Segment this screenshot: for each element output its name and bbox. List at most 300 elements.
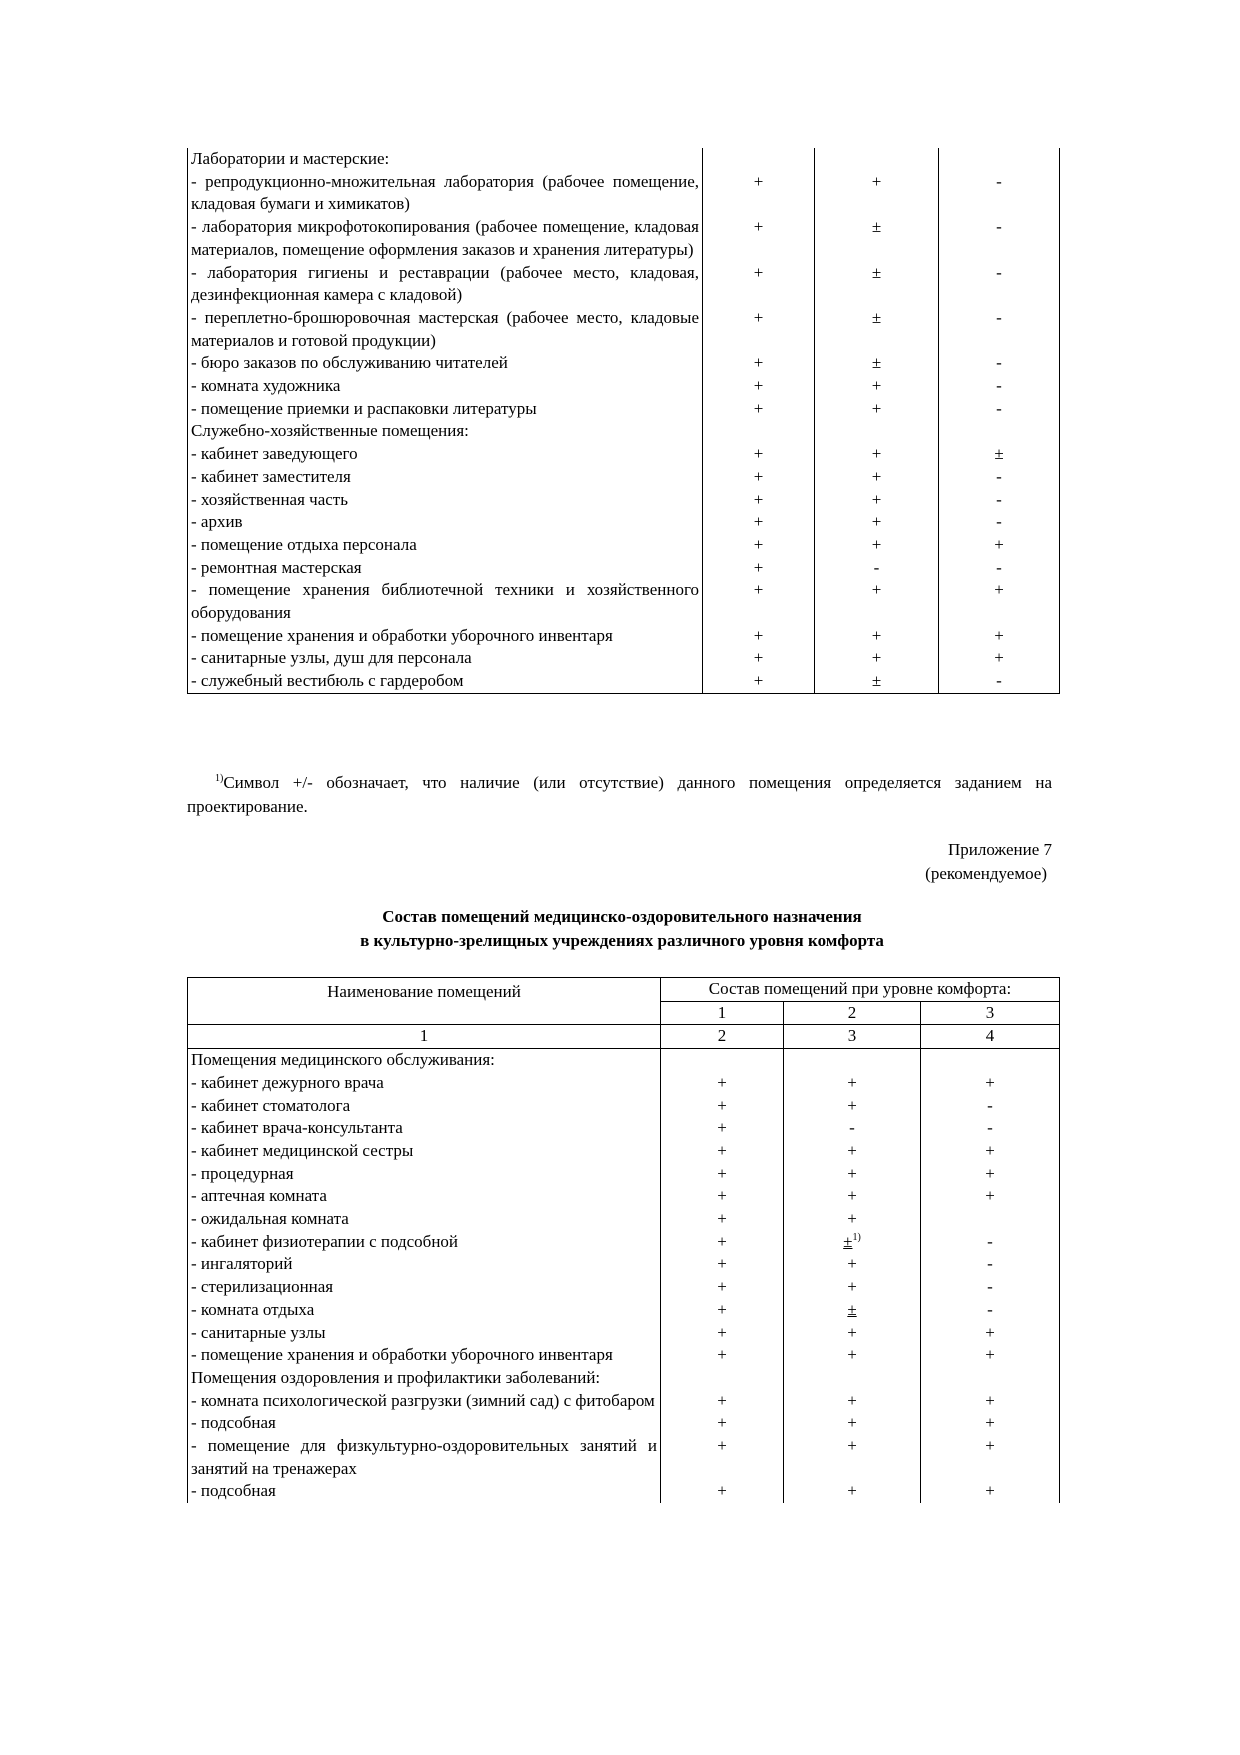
level-3-cell <box>939 647 1060 670</box>
level-2-value: + <box>871 625 882 645</box>
level-1-value: + <box>753 512 764 532</box>
level-2-cell <box>815 443 939 466</box>
table-row <box>188 625 1060 648</box>
level-2-cell <box>815 670 939 693</box>
level-1-value: + <box>717 1072 727 1092</box>
level-1-cell <box>703 148 815 171</box>
level-3-cell <box>921 1185 1060 1208</box>
level-2-cell <box>784 1435 921 1480</box>
column-number-cell: 1 <box>188 1025 661 1049</box>
level-3-cell <box>921 1480 1060 1503</box>
level-1-cell <box>661 1276 784 1299</box>
level-2-value: + <box>847 1277 857 1297</box>
level-1-cell <box>661 1480 784 1503</box>
level-1-value: + <box>753 557 764 577</box>
room-name-cell: - помещение для физкультурно-оздоровительных занятий и занятий на тренажерах <box>188 1435 661 1480</box>
room-name-cell: - хозяйственная часть <box>188 489 703 512</box>
level-3-value: - <box>987 1095 993 1115</box>
level-2-value: ± <box>871 262 882 282</box>
column-number-cell: 2 <box>661 1025 784 1049</box>
level-3-cell <box>939 579 1060 624</box>
room-name-cell: - переплетно-брошюровочная мастерская (рабочее место, кладовые материалов и готовой продукции) <box>188 307 703 352</box>
level-1-value: + <box>753 262 764 282</box>
level-1-cell <box>661 1322 784 1345</box>
room-name-cell: Служебно-хозяйственные помещения: <box>188 420 703 443</box>
level-2-value: + <box>847 1322 857 1342</box>
table-row <box>188 1480 1060 1503</box>
level-3-value: - <box>996 353 1002 373</box>
level-3-value: + <box>985 1413 995 1433</box>
level-1-value: + <box>753 398 764 418</box>
level-3-cell <box>921 1253 1060 1276</box>
room-name-cell: - кабинет заместителя <box>188 466 703 489</box>
level-1-value: + <box>717 1140 727 1160</box>
level-1-cell <box>661 1390 784 1413</box>
level-2-cell <box>815 171 939 216</box>
table-title-line-2: в культурно-зрелищных учреждениях различного уровня комфорта <box>360 931 884 950</box>
level-1-value: + <box>753 580 764 600</box>
level-2-value: ± <box>871 671 882 691</box>
table-row <box>188 443 1060 466</box>
level-2-value: + <box>871 580 882 600</box>
table-row <box>188 1185 1060 1208</box>
room-name-cell: - ремонтная мастерская <box>188 557 703 580</box>
level-1-cell <box>661 1231 784 1254</box>
level-1-cell <box>661 1163 784 1186</box>
column-number-cell: 4 <box>921 1025 1060 1049</box>
level-2-cell <box>815 511 939 534</box>
level-3-value: + <box>985 1140 995 1160</box>
level-3-cell <box>921 1367 1060 1390</box>
table-row <box>188 262 1060 307</box>
level-3-value: + <box>994 648 1004 668</box>
table-row <box>188 398 1060 421</box>
level-2-value: + <box>871 376 882 396</box>
room-name-cell: - процедурная <box>188 1163 661 1186</box>
level-cell: 1 <box>661 1001 784 1025</box>
level-2-cell <box>815 625 939 648</box>
level-2-cell <box>784 1276 921 1299</box>
level-1-cell <box>661 1140 784 1163</box>
level-2-cell <box>784 1095 921 1118</box>
level-2-cell <box>815 216 939 261</box>
level-2-cell <box>815 262 939 307</box>
level-2-cell <box>784 1253 921 1276</box>
table-row <box>188 1367 1060 1390</box>
level-1-cell <box>661 1095 784 1118</box>
room-name-cell: - помещение приемки и распаковки литературы <box>188 398 703 421</box>
level-1-value: + <box>717 1095 727 1115</box>
room-name-cell: - подсобная <box>188 1480 661 1503</box>
level-3-cell <box>939 148 1060 171</box>
level-2-value: + <box>871 489 882 509</box>
level-1-cell <box>703 579 815 624</box>
level-1-value: + <box>753 307 764 327</box>
level-3-value: + <box>994 580 1004 600</box>
room-name-cell: - репродукционно-множительная лаборатория (рабочее помещение, кладовая бумаги и химикатов) <box>188 171 703 216</box>
level-2-value: + <box>847 1413 857 1433</box>
level-3-cell <box>939 352 1060 375</box>
level-3-value: + <box>985 1322 995 1342</box>
table-title-line-1: Состав помещений медицинско-оздоровительного назначения <box>382 907 862 926</box>
table-row <box>188 1344 1060 1367</box>
level-3-value: - <box>996 489 1002 509</box>
level-3-value: - <box>996 466 1002 486</box>
level-3-cell <box>921 1390 1060 1413</box>
level-2-cell <box>784 1231 921 1254</box>
room-name-cell: Лаборатории и мастерские: <box>188 148 703 171</box>
level-3-value: - <box>996 557 1002 577</box>
level-3-cell <box>921 1208 1060 1231</box>
table-row <box>188 534 1060 557</box>
room-name-cell: - кабинет медицинской сестры <box>188 1140 661 1163</box>
room-name-cell: Помещения оздоровления и профилактики заболеваний: <box>188 1367 661 1390</box>
level-3-value: ± <box>994 444 1004 464</box>
table-row <box>188 307 1060 352</box>
room-name-cell: - комната психологической разгрузки (зимний сад) с фитобаром <box>188 1390 661 1413</box>
level-2-value: + <box>847 1390 857 1410</box>
table-row <box>188 1322 1060 1345</box>
level-1-cell <box>703 647 815 670</box>
footnote-text: Символ +/- обозначает, что наличие (или отсутствие) данного помещения определяется заданием на проектирование. <box>187 773 1052 816</box>
level-1-value: + <box>717 1299 727 1319</box>
table-row <box>188 670 1060 693</box>
table-row <box>188 1072 1060 1095</box>
table-row <box>188 1140 1060 1163</box>
level-3-cell <box>939 307 1060 352</box>
level-1-value: + <box>717 1163 727 1183</box>
column-number-cell: 3 <box>784 1025 921 1049</box>
room-name-cell: - кабинет заведующего <box>188 443 703 466</box>
level-1-value: + <box>717 1277 727 1297</box>
level-1-value: + <box>717 1186 727 1206</box>
level-1-value: + <box>753 534 764 554</box>
table-row <box>188 579 1060 624</box>
level-1-value: + <box>717 1209 727 1229</box>
level-3-value: - <box>996 671 1002 691</box>
level-1-cell <box>661 1299 784 1322</box>
level-2-cell <box>815 647 939 670</box>
level-2-cell <box>815 398 939 421</box>
level-2-value: ± <box>843 1231 853 1251</box>
table-row <box>188 1208 1060 1231</box>
footnote <box>187 771 1052 819</box>
level-3-cell <box>921 1095 1060 1118</box>
level-1-value: + <box>717 1345 727 1365</box>
level-3-cell <box>939 466 1060 489</box>
table-title <box>187 905 1057 953</box>
level-3-cell <box>939 625 1060 648</box>
level-3-cell <box>939 216 1060 261</box>
level-1-cell <box>703 216 815 261</box>
column-number-row <box>188 1025 1060 1049</box>
level-3-cell <box>939 534 1060 557</box>
table-row <box>188 1412 1060 1435</box>
level-3-cell <box>921 1276 1060 1299</box>
level-1-value: + <box>717 1481 727 1501</box>
level-2-cell <box>784 1390 921 1413</box>
level-2-value: + <box>871 171 882 191</box>
level-2-cell <box>815 534 939 557</box>
level-1-value: + <box>717 1436 727 1456</box>
room-name-cell: - помещение хранения и обработки уборочного инвентаря <box>188 1344 661 1367</box>
level-3-value: + <box>985 1390 995 1410</box>
level-3-value: - <box>987 1277 993 1297</box>
level-1-cell <box>661 1117 784 1140</box>
level-2-cell <box>784 1208 921 1231</box>
room-name-cell: - лаборатория гигиены и реставрации (рабочее место, кладовая, дезинфекционная камера с кладовой) <box>188 262 703 307</box>
level-3-value: - <box>996 262 1002 282</box>
level-3-value: + <box>985 1186 995 1206</box>
table-row <box>188 1276 1060 1299</box>
level-2-value: ± <box>871 353 882 373</box>
level-3-value: + <box>994 534 1004 554</box>
rooms-table-1 <box>187 148 1060 694</box>
level-2-value: + <box>847 1186 857 1206</box>
level-3-cell <box>921 1231 1060 1254</box>
room-name-cell: - подсобная <box>188 1412 661 1435</box>
level-1-value: + <box>717 1118 727 1138</box>
level-1-value: + <box>753 171 764 191</box>
level-3-cell <box>939 398 1060 421</box>
table-row <box>188 420 1060 443</box>
appendix-status: (рекомендуемое) <box>925 864 1047 883</box>
level-2-cell <box>815 579 939 624</box>
level-cell: 3 <box>921 1001 1060 1025</box>
table-row <box>188 1117 1060 1140</box>
level-3-cell <box>921 1072 1060 1095</box>
level-1-cell <box>703 375 815 398</box>
level-2-cell <box>784 1344 921 1367</box>
level-2-value: + <box>847 1481 857 1501</box>
appendix-number: Приложение 7 <box>948 840 1052 859</box>
level-3-value: + <box>985 1481 995 1501</box>
level-2-value: + <box>847 1436 857 1456</box>
room-name-cell: Помещения медицинского обслуживания: <box>188 1049 661 1072</box>
level-1-cell <box>703 489 815 512</box>
room-name-cell: - ингаляторий <box>188 1253 661 1276</box>
level-2-cell <box>784 1412 921 1435</box>
table-row <box>188 557 1060 580</box>
level-3-value: + <box>985 1072 995 1092</box>
room-name-cell: - кабинет физиотерапии с подсобной <box>188 1231 661 1254</box>
level-3-value: - <box>987 1231 993 1251</box>
medical-rooms-table-body <box>188 1049 1060 1504</box>
level-3-cell <box>921 1322 1060 1345</box>
level-3-cell <box>939 420 1060 443</box>
room-name-cell: - бюро заказов по обслуживанию читателей <box>188 352 703 375</box>
appendix-label <box>925 838 1052 886</box>
room-name-cell: - лаборатория микрофотокопирования (рабочее помещение, кладовая материалов, помещение оформления заказов и хранения литературы) <box>188 216 703 261</box>
level-1-cell <box>661 1253 784 1276</box>
level-3-cell <box>939 375 1060 398</box>
room-name-cell: - кабинет врача-консультанта <box>188 1117 661 1140</box>
level-1-cell <box>703 625 815 648</box>
level-3-cell <box>939 171 1060 216</box>
table-row <box>188 647 1060 670</box>
level-3-cell <box>921 1117 1060 1140</box>
level-2-cell <box>815 375 939 398</box>
level-3-cell <box>921 1163 1060 1186</box>
level-1-cell <box>703 171 815 216</box>
level-2-cell <box>784 1163 921 1186</box>
room-name-cell: - помещение отдыха персонала <box>188 534 703 557</box>
level-cell: 2 <box>784 1001 921 1025</box>
level-2-value: + <box>871 512 882 532</box>
header-row <box>188 978 1060 1002</box>
level-1-cell <box>703 466 815 489</box>
level-2-cell <box>815 420 939 443</box>
level-2-value: - <box>873 557 880 577</box>
level-2-value: + <box>871 466 882 486</box>
level-3-cell <box>939 262 1060 307</box>
level-2-value: + <box>871 648 882 668</box>
level-1-value: + <box>753 353 764 373</box>
header-group-cell: Состав помещений при уровне комфорта: <box>661 978 1060 1002</box>
level-3-value: - <box>987 1254 993 1274</box>
level-3-cell <box>939 489 1060 512</box>
table-row <box>188 466 1060 489</box>
level-3-cell <box>921 1140 1060 1163</box>
level-3-value: - <box>996 171 1002 191</box>
level-1-cell <box>703 443 815 466</box>
level-2-value: + <box>847 1072 857 1092</box>
table-row <box>188 1231 1060 1254</box>
level-3-cell <box>939 443 1060 466</box>
level-3-value: - <box>987 1118 993 1138</box>
room-name-cell: - архив <box>188 511 703 534</box>
level-2-value: ± <box>847 1299 857 1319</box>
level-1-value: + <box>717 1390 727 1410</box>
level-2-value: + <box>847 1209 857 1229</box>
table-row <box>188 1095 1060 1118</box>
level-3-cell <box>921 1299 1060 1322</box>
level-1-cell <box>661 1344 784 1367</box>
level-1-value: + <box>753 648 764 668</box>
level-3-cell <box>921 1049 1060 1072</box>
level-3-value: + <box>985 1345 995 1365</box>
level-1-value: + <box>753 444 764 464</box>
table-row <box>188 1049 1060 1072</box>
level-1-value: + <box>717 1254 727 1274</box>
level-2-cell <box>815 307 939 352</box>
table-row <box>188 1163 1060 1186</box>
level-2-value: - <box>849 1118 855 1138</box>
level-2-cell <box>784 1480 921 1503</box>
level-1-cell <box>703 557 815 580</box>
level-1-value: + <box>753 625 764 645</box>
level-1-value: + <box>753 217 764 237</box>
level-2-value: + <box>871 398 882 418</box>
level-1-value: + <box>717 1322 727 1342</box>
table-row <box>188 1253 1060 1276</box>
level-1-cell <box>703 534 815 557</box>
table-row <box>188 1435 1060 1480</box>
level-1-cell <box>661 1185 784 1208</box>
level-1-cell <box>661 1412 784 1435</box>
level-3-value: - <box>996 512 1002 532</box>
level-1-value: + <box>753 671 764 691</box>
footnote-marker: 1) <box>852 1231 861 1243</box>
table-row <box>188 352 1060 375</box>
table-row <box>188 489 1060 512</box>
level-2-value: + <box>847 1254 857 1274</box>
level-1-cell <box>661 1367 784 1390</box>
table-row <box>188 148 1060 171</box>
level-1-cell <box>703 307 815 352</box>
level-2-cell <box>815 466 939 489</box>
room-name-cell: - помещение хранения и обработки уборочного инвентаря <box>188 625 703 648</box>
level-1-cell <box>661 1072 784 1095</box>
table-row <box>188 171 1060 216</box>
level-1-cell <box>703 398 815 421</box>
level-1-cell <box>703 511 815 534</box>
level-2-value: ± <box>871 217 882 237</box>
room-name-cell: - стерилизационная <box>188 1276 661 1299</box>
level-1-cell <box>661 1208 784 1231</box>
level-3-cell <box>921 1412 1060 1435</box>
room-name-cell: - кабинет дежурного врача <box>188 1072 661 1095</box>
footnote-marker: 1) <box>215 773 224 784</box>
room-name-cell: - комната художника <box>188 375 703 398</box>
level-1-cell <box>703 262 815 307</box>
level-1-value: + <box>753 376 764 396</box>
table-row <box>188 511 1060 534</box>
level-2-cell <box>784 1117 921 1140</box>
level-2-cell <box>784 1322 921 1345</box>
level-1-cell <box>661 1435 784 1480</box>
room-name-cell: - комната отдыха <box>188 1299 661 1322</box>
level-2-value: + <box>871 534 882 554</box>
level-2-cell <box>784 1185 921 1208</box>
medical-rooms-table <box>187 977 1060 1503</box>
level-2-cell <box>815 352 939 375</box>
level-1-cell <box>703 420 815 443</box>
level-3-value: - <box>996 217 1002 237</box>
table-row <box>188 375 1060 398</box>
room-name-cell: - помещение хранения библиотечной техники и хозяйственного оборудования <box>188 579 703 624</box>
rooms-table-1-body <box>188 148 1060 693</box>
level-1-value: + <box>717 1231 727 1251</box>
room-name-cell: - санитарные узлы, душ для персонала <box>188 647 703 670</box>
level-3-value: + <box>985 1436 995 1456</box>
level-3-cell <box>939 511 1060 534</box>
level-2-value: + <box>847 1345 857 1365</box>
level-3-cell <box>939 670 1060 693</box>
level-2-cell <box>784 1299 921 1322</box>
level-3-cell <box>921 1435 1060 1480</box>
table-row <box>188 1390 1060 1413</box>
level-3-cell <box>939 557 1060 580</box>
level-3-value: - <box>996 398 1002 418</box>
level-2-value: + <box>871 444 882 464</box>
level-3-value: - <box>987 1299 993 1319</box>
level-2-cell <box>815 557 939 580</box>
room-name-cell: - санитарные узлы <box>188 1322 661 1345</box>
level-2-cell <box>784 1049 921 1072</box>
table-row <box>188 216 1060 261</box>
level-3-value: - <box>996 307 1002 327</box>
room-name-cell: - кабинет стоматолога <box>188 1095 661 1118</box>
level-3-cell <box>921 1344 1060 1367</box>
level-1-cell <box>661 1049 784 1072</box>
room-name-cell: - служебный вестибюль с гардеробом <box>188 670 703 693</box>
level-1-cell <box>703 670 815 693</box>
level-2-value: ± <box>871 307 882 327</box>
level-2-value: + <box>847 1095 857 1115</box>
level-1-value: + <box>753 466 764 486</box>
level-2-cell <box>815 148 939 171</box>
